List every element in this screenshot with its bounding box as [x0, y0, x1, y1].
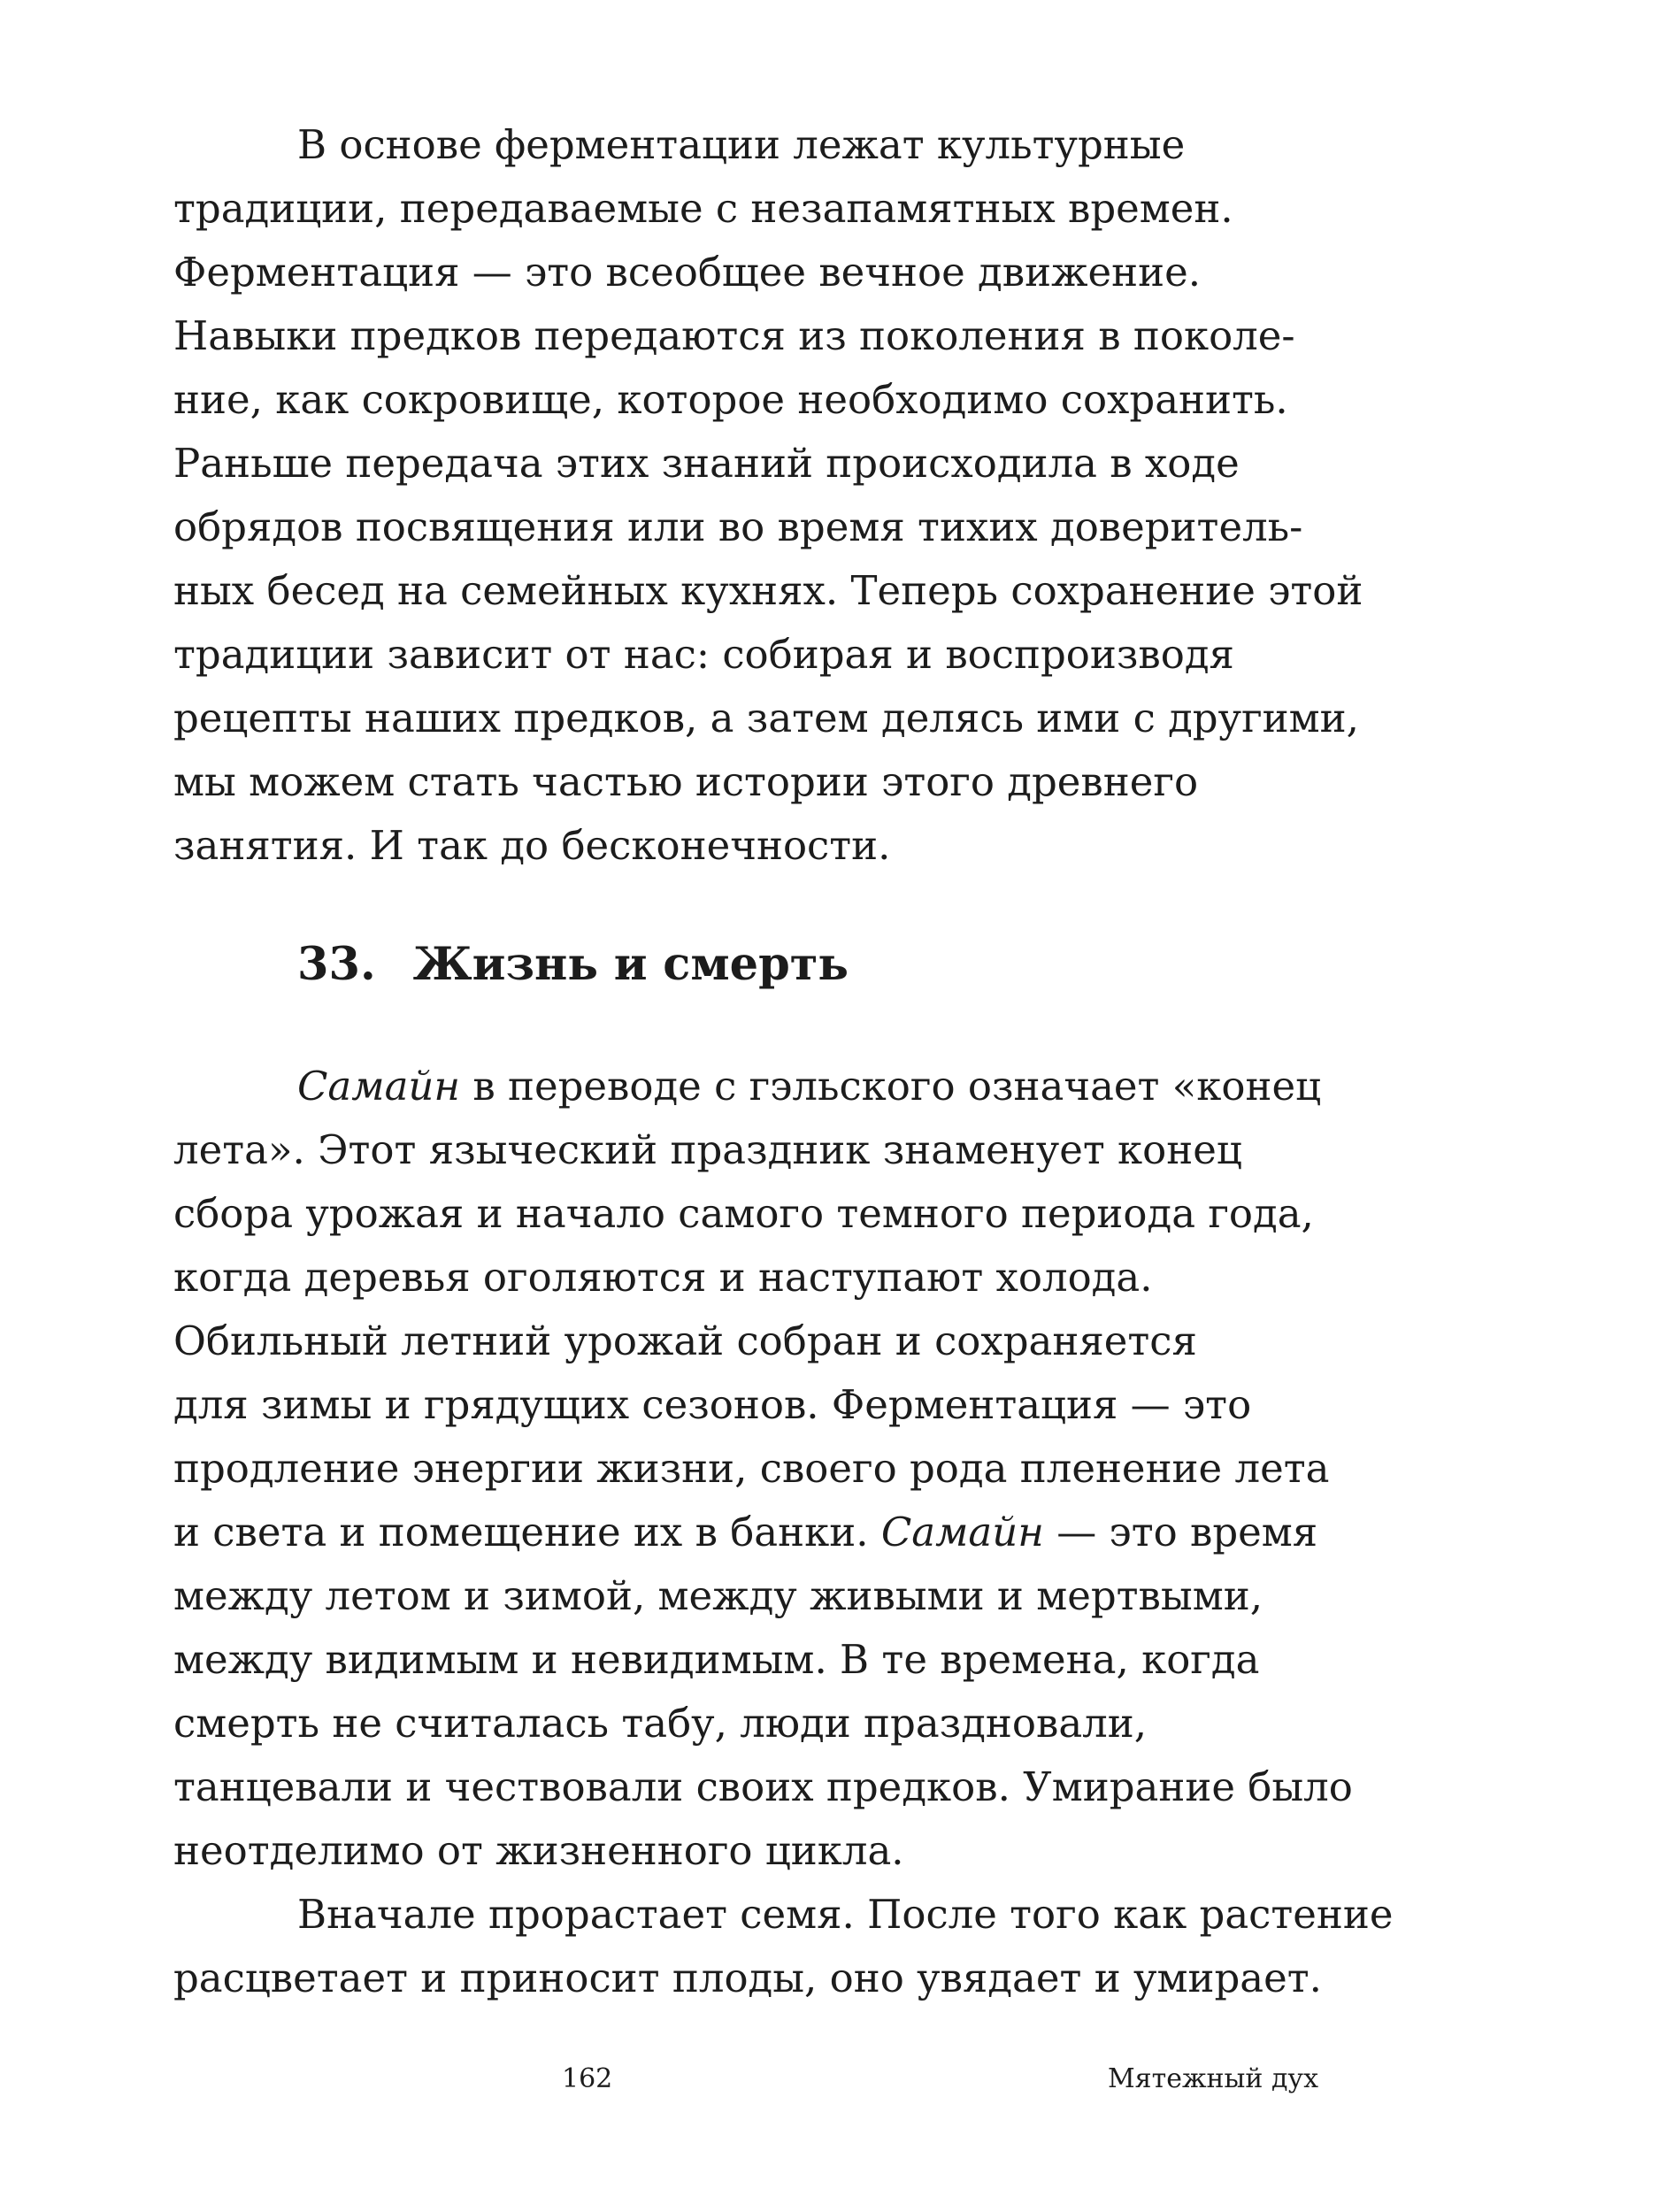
text-line: мы можем стать частью истории этого древнего — [173, 758, 1199, 805]
text-line: расцветает и приносит плоды, оно увядает и умирает. — [173, 1955, 1322, 2001]
text-line: традиции зависит от нас: собирая и воспроизводя — [173, 631, 1234, 678]
text-line — [297, 1055, 1321, 1118]
italic-term: Самайн — [297, 1063, 461, 1110]
page-number: 162 — [562, 2063, 613, 2094]
text-line: традиции, передаваемые с незапамятных времен. — [173, 185, 1233, 232]
italic-term: Самайн — [880, 1509, 1044, 1555]
text-line — [173, 1501, 1317, 1564]
text-span: — это время — [1043, 1509, 1318, 1555]
text-line: для зимы и грядущих сезонов. Ферментация — это — [173, 1381, 1252, 1428]
text-line: Ферментация — это всеобщее вечное движение. — [173, 249, 1202, 296]
text-line: когда деревья оголяются и наступают холода. — [173, 1254, 1153, 1301]
text-line: неотделимо от жизненного цикла. — [173, 1827, 904, 1874]
text-line: Раньше передача этих знаний происходила в ходе — [173, 440, 1240, 487]
section-heading — [297, 929, 849, 1000]
text-line: обрядов посвящения или во время тихих доверитель- — [173, 503, 1303, 550]
text-line: между видимым и невидимым. В те времена, когда — [173, 1636, 1260, 1683]
section-number: 33. — [297, 938, 376, 991]
text-line: ние, как сокровище, которое необходимо сохранить. — [173, 376, 1288, 423]
text-line: продление энергии жизни, своего рода пленение лета — [173, 1445, 1330, 1492]
text-line: рецепты наших предков, а затем делясь ими с другими, — [173, 695, 1359, 741]
text-span: в переводе с гэльского означает «конец — [460, 1063, 1322, 1110]
text-line: В основе ферментации лежат культурные — [297, 121, 1186, 168]
text-line: занятия. И так до бесконечности. — [173, 822, 891, 869]
text-line: между летом и зимой, между живыми и мертвыми, — [173, 1572, 1263, 1619]
running-title: Мятежный дух — [1107, 2063, 1318, 2094]
section-title: Жизнь и смерть — [412, 938, 849, 991]
text-line: ных бесед на семейных кухнях. Теперь сохранение этой — [173, 567, 1363, 614]
text-line: Навыки предков передаются из поколения в поколе- — [173, 312, 1295, 359]
text-line: Вначале прорастает семя. После того как растение — [297, 1891, 1394, 1938]
text-span: и света и помещение их в банки. — [173, 1509, 881, 1555]
text-line: танцевали и чествовали своих предков. Умирание было — [173, 1763, 1353, 1810]
text-line: смерть не считалась табу, люди праздновали, — [173, 1700, 1148, 1747]
text-line: лета». Этот языческий праздник знаменует конец — [173, 1126, 1242, 1173]
text-line: сбора урожая и начало самого темного периода года, — [173, 1190, 1314, 1237]
text-line: Обильный летний урожай собран и сохраняется — [173, 1317, 1197, 1364]
